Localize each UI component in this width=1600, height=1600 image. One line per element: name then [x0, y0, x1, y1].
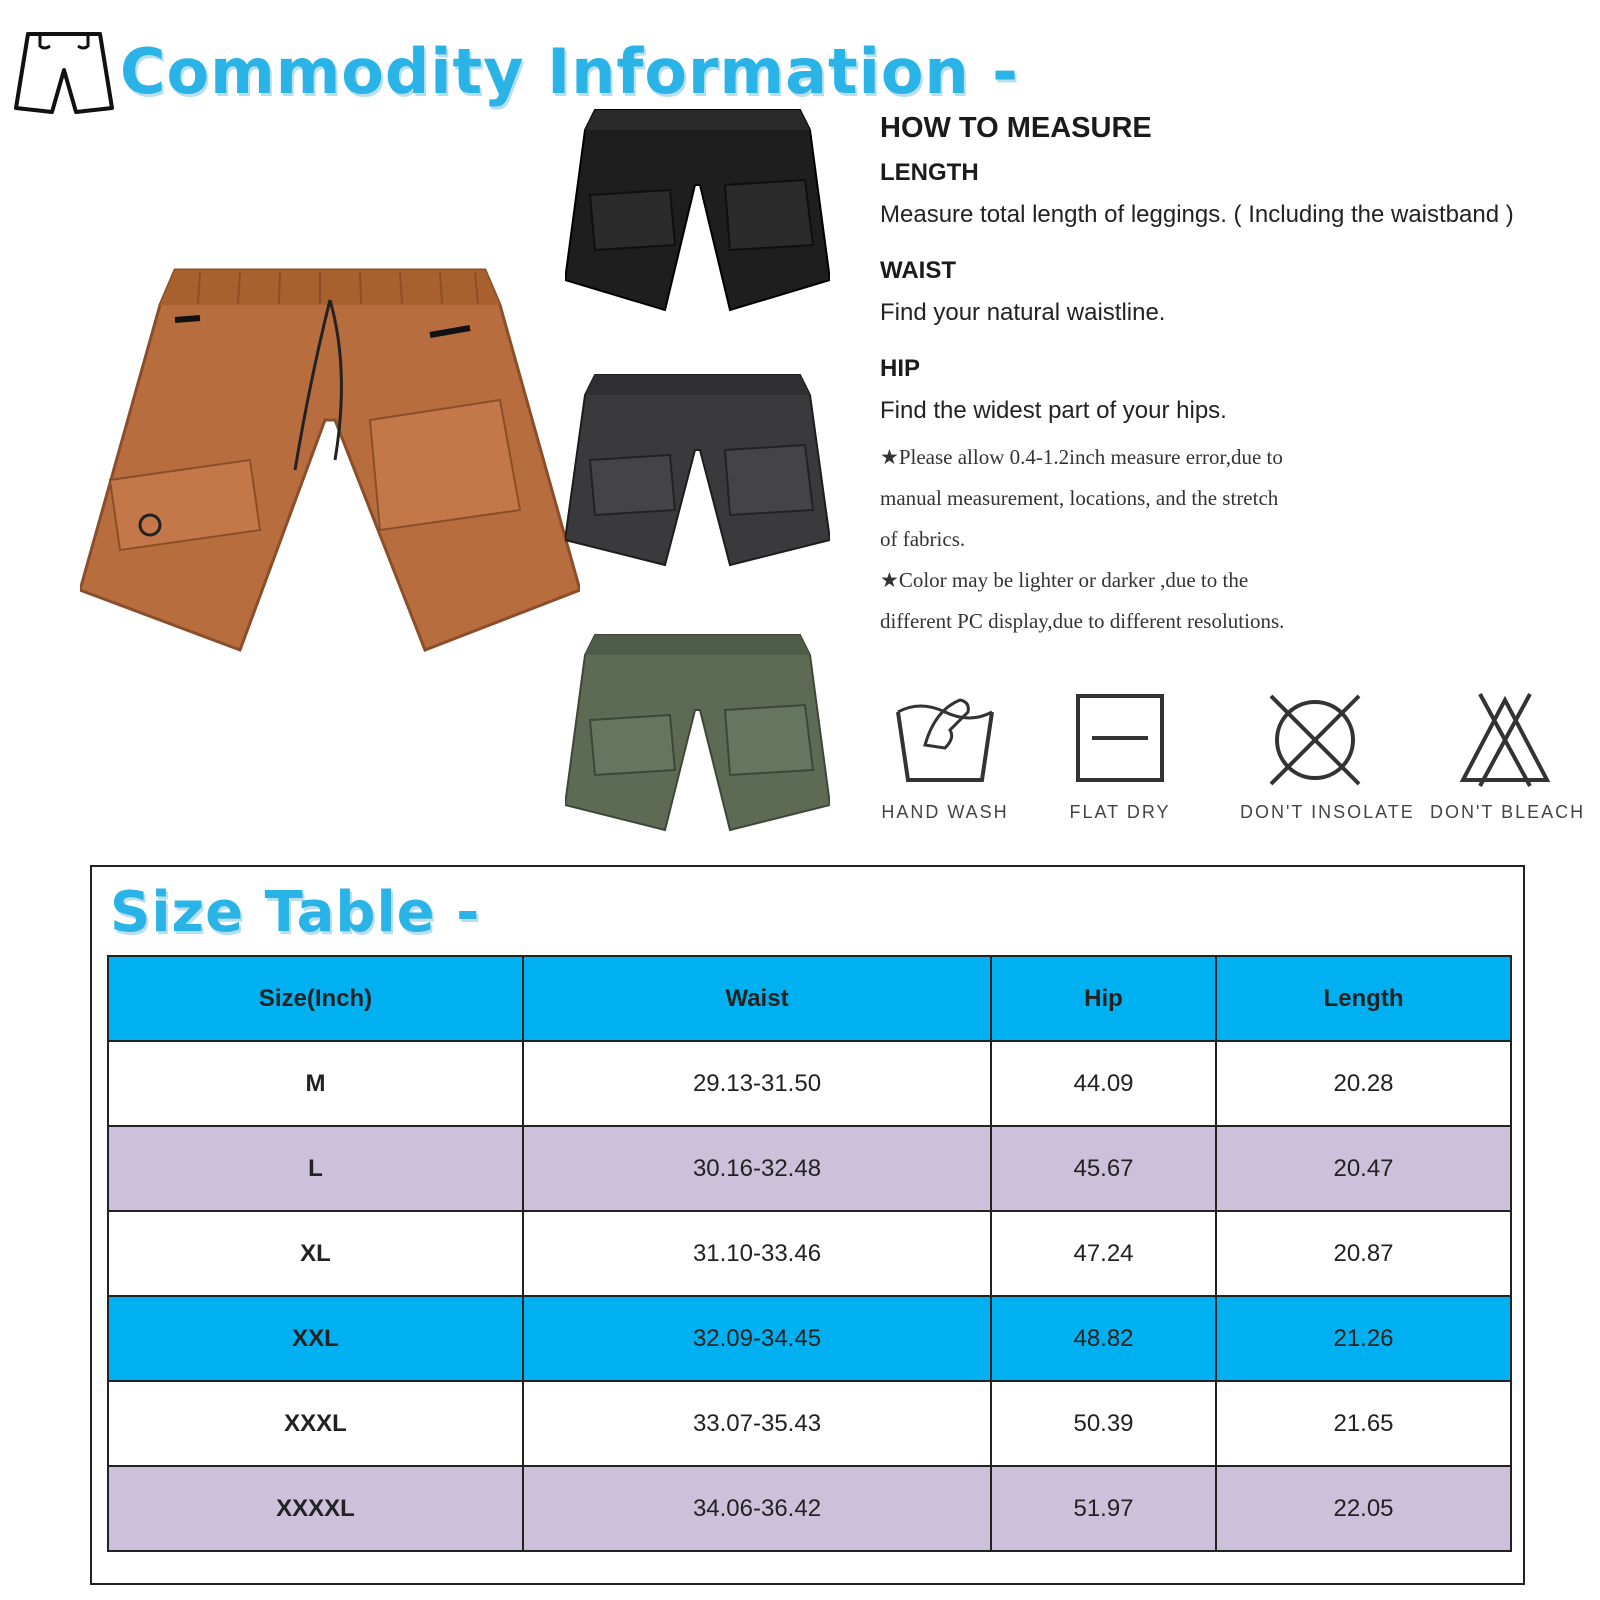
hip-cell: 45.67	[991, 1126, 1216, 1211]
size-cell: M	[108, 1041, 523, 1126]
size-cell: XXXL	[108, 1381, 523, 1466]
note-line: different PC display,due to different resolutions.	[880, 609, 1285, 633]
dont-insolate-icon	[1265, 690, 1365, 790]
waist-cell: 33.07-35.43	[523, 1381, 991, 1466]
waist-cell: 34.06-36.42	[523, 1466, 991, 1551]
table-row	[108, 1211, 1511, 1296]
size-cell: XXXXL	[108, 1466, 523, 1551]
length-cell: 22.05	[1216, 1466, 1511, 1551]
waist-cell: 31.10-33.46	[523, 1211, 991, 1296]
hip-heading: HIP	[880, 355, 921, 382]
care-dont-bleach	[1430, 690, 1586, 823]
dark-gray-shorts-image	[565, 370, 830, 570]
note-line: ★Color may be lighter or darker ,due to the	[880, 568, 1249, 592]
note-line: of fabrics.	[880, 527, 966, 551]
care-label: HAND WASH	[881, 802, 1009, 822]
note-line: manual measurement, locations, and the stretch	[880, 486, 1279, 510]
length-cell: 20.28	[1216, 1041, 1511, 1126]
size-cell: XXL	[108, 1296, 523, 1381]
hip-cell: 44.09	[991, 1041, 1216, 1126]
waist-heading: WAIST	[880, 257, 956, 284]
size-table	[107, 955, 1512, 1552]
table-row	[108, 1126, 1511, 1211]
brown-shorts-image	[80, 260, 580, 660]
care-label: FLAT DRY	[1069, 802, 1171, 822]
care-label: DON'T INSOLATE	[1240, 802, 1415, 822]
header-size: Size(Inch)	[108, 956, 523, 1041]
waist-cell: 29.13-31.50	[523, 1041, 991, 1126]
waist-cell: 30.16-32.48	[523, 1126, 991, 1211]
measure-guide	[880, 112, 1580, 642]
hip-cell: 50.39	[991, 1381, 1216, 1466]
length-cell: 20.47	[1216, 1126, 1511, 1211]
hip-text: Find the widest part of your hips.	[880, 397, 1227, 424]
care-flat-dry	[1065, 690, 1175, 823]
size-table-title: Size Table -	[110, 880, 481, 945]
flat-dry-icon	[1070, 690, 1170, 790]
hip-cell: 51.97	[991, 1466, 1216, 1551]
dont-bleach-icon	[1455, 690, 1555, 790]
header-hip: Hip	[991, 956, 1216, 1041]
length-cell: 20.87	[1216, 1211, 1511, 1296]
length-cell: 21.65	[1216, 1381, 1511, 1466]
hip-cell: 47.24	[991, 1211, 1216, 1296]
size-cell: L	[108, 1126, 523, 1211]
length-heading: LENGTH	[880, 159, 979, 186]
black-shorts-image	[565, 105, 830, 315]
hip-cell: 48.82	[991, 1296, 1216, 1381]
table-row	[108, 1041, 1511, 1126]
size-cell: XL	[108, 1211, 523, 1296]
measure-title: HOW TO MEASURE	[880, 112, 1152, 144]
length-cell: 21.26	[1216, 1296, 1511, 1381]
care-label: DON'T BLEACH	[1430, 802, 1586, 822]
table-row	[108, 1296, 1511, 1381]
commodity-information-title: Commodity Information -	[120, 35, 1019, 108]
waist-text: Find your natural waistline.	[880, 299, 1166, 326]
note-line: ★Please allow 0.4-1.2inch measure error,due to	[880, 445, 1283, 469]
care-hand-wash	[880, 690, 1010, 823]
army-green-shorts-image	[565, 630, 830, 835]
hand-wash-icon	[890, 690, 1000, 790]
table-row	[108, 1466, 1511, 1551]
header-length: Length	[1216, 956, 1511, 1041]
waist-cell: 32.09-34.45	[523, 1296, 991, 1381]
table-row	[108, 1381, 1511, 1466]
care-dont-insolate	[1240, 690, 1415, 823]
shorts-outline-icon	[14, 30, 114, 116]
header-waist: Waist	[523, 956, 991, 1041]
length-text: Measure total length of leggings. ( Including the waistband )	[880, 201, 1514, 228]
size-table-header-row	[108, 956, 1511, 1041]
